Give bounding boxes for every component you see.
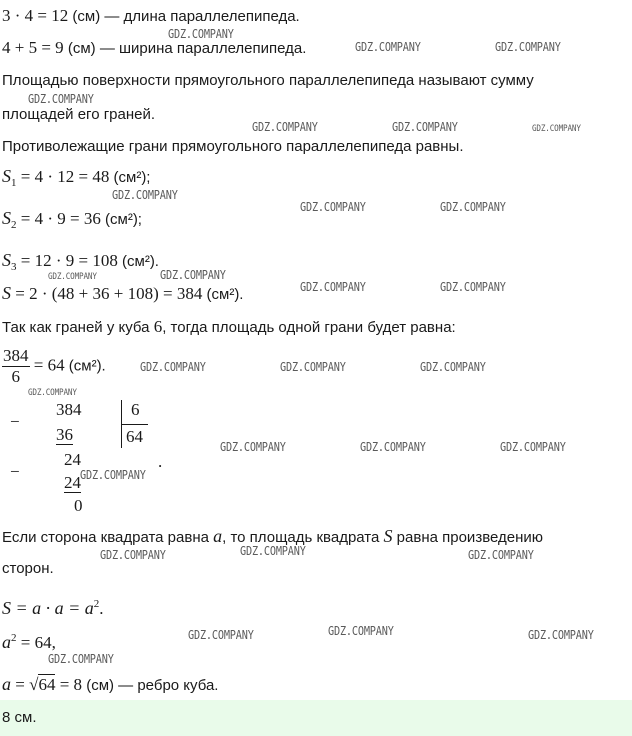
square-side-symbol: a — [213, 526, 223, 546]
square-area-equation — [2, 598, 104, 619]
fraction-text: (см²). — [64, 357, 106, 375]
eq3-text: (см) — ребро куба. — [82, 677, 219, 694]
division-remainder-2: 0 — [74, 496, 83, 515]
division-quotient: 64 — [126, 427, 143, 446]
sqrt-icon: √ — [29, 675, 39, 694]
eq3-equals: = — [11, 675, 30, 694]
square-area-symbol: S — [383, 526, 393, 546]
watermark: GDZ.COMPANY — [495, 40, 561, 54]
watermark: GDZ.COMPANY — [360, 440, 426, 454]
watermark: GDZ.COMPANY — [112, 188, 178, 202]
fraction-denominator: 6 — [11, 367, 20, 386]
length-line — [2, 6, 300, 26]
opposite-faces-rule: Противолежащие грани прямоугольного параллелепипеда равны. — [2, 138, 464, 155]
answer-box — [0, 700, 632, 736]
watermark: GDZ.COMPANY — [188, 628, 254, 642]
definition-line-2: площадей его граней. — [2, 106, 156, 123]
s1-text: (см²); — [109, 169, 151, 186]
watermark: GDZ.COMPANY — [48, 272, 97, 282]
watermark: GDZ.COMPANY — [355, 40, 421, 54]
division-subtrahend-2: 24 — [64, 473, 81, 492]
fraction-result: = 64 — [29, 355, 65, 375]
cube-faces-number: 6 — [153, 317, 163, 336]
s-total-symbol: S — [2, 283, 11, 303]
s2-symbol: S — [2, 208, 11, 228]
length-expression: 3 · 4 = 12 — [2, 6, 69, 25]
eq1-dot: . — [99, 599, 104, 618]
eq1-power: 2 — [93, 598, 100, 610]
watermark: GDZ.COMPANY — [528, 628, 594, 642]
eq2-power: 2 — [11, 632, 17, 644]
division-horizontal-bar — [122, 424, 148, 425]
eq3-result: = 8 — [55, 675, 83, 694]
watermark: GDZ.COMPANY — [48, 652, 114, 666]
watermark: GDZ.COMPANY — [220, 440, 286, 454]
watermark: GDZ.COMPANY — [100, 548, 166, 562]
s3-line — [2, 250, 159, 273]
watermark: GDZ.COMPANY — [420, 360, 486, 374]
watermark: GDZ.COMPANY — [300, 200, 366, 214]
division-subtrahend-1: 36 — [56, 425, 73, 444]
watermark: GDZ.COMPANY — [240, 544, 306, 558]
s2-text: (см²); — [100, 211, 142, 228]
square-text-3: равна произведению — [392, 529, 544, 546]
definition-line-1: Площадью поверхности прямоугольного параллелепипеда называют сумму — [2, 72, 534, 89]
watermark: GDZ.COMPANY — [440, 280, 506, 294]
division-minus-1: − — [10, 412, 20, 431]
watermark: GDZ.COMPANY — [392, 120, 458, 134]
s1-symbol: S — [2, 166, 11, 186]
cube-text-end: , тогда площадь одной грани будет равна: — [162, 319, 456, 336]
eq1-symbol: S — [2, 598, 11, 618]
division-dot: . — [158, 452, 163, 471]
eq2-symbol: a — [2, 632, 11, 652]
watermark: GDZ.COMPANY — [532, 124, 581, 134]
cube-faces-line — [2, 317, 456, 337]
watermark: GDZ.COMPANY — [140, 360, 206, 374]
s-total-text: (см²). — [202, 286, 244, 303]
watermark: GDZ.COMPANY — [28, 92, 94, 106]
watermark: GDZ.COMPANY — [80, 468, 146, 482]
watermark: GDZ.COMPANY — [328, 624, 394, 638]
square-line-2: сторон. — [2, 560, 54, 577]
s3-text: (см²). — [117, 253, 159, 270]
s-total-line — [2, 283, 243, 304]
division-dividend: 384 — [56, 400, 82, 419]
answer-text: 8 см. — [2, 709, 37, 726]
eq3-radicand: 64 — [38, 675, 56, 694]
watermark: GDZ.COMPANY — [168, 27, 234, 41]
length-text: (см) — длина параллелепипеда. — [68, 8, 300, 25]
eq3-symbol: a — [2, 674, 11, 694]
face-area-line — [2, 346, 106, 387]
cube-text-start: Так как граней у куба — [2, 319, 154, 336]
square-text-1: Если сторона квадрата равна — [2, 529, 214, 546]
s3-symbol: S — [2, 250, 11, 270]
watermark: GDZ.COMPANY — [468, 548, 534, 562]
face-area-fraction — [2, 346, 30, 387]
watermark: GDZ.COMPANY — [300, 280, 366, 294]
edge-equation — [2, 674, 218, 695]
s2-expression: = 4 · 9 = 36 — [16, 209, 101, 228]
watermark: GDZ.COMPANY — [160, 268, 226, 282]
width-expression: 4 + 5 = 9 — [2, 38, 64, 57]
fraction-numerator: 384 — [3, 346, 29, 365]
watermark: GDZ.COMPANY — [500, 440, 566, 454]
a-squared-equation — [2, 632, 56, 653]
s2-line — [2, 208, 142, 231]
s-total-expression: = 2 · (48 + 36 + 108) = 384 — [11, 284, 203, 303]
division-minus-2: − — [10, 462, 20, 481]
eq2-rest: = 64, — [16, 633, 56, 652]
division-remainder-1: 24 — [64, 450, 81, 469]
eq1-rest: = a · a = a — [11, 598, 94, 618]
watermark: GDZ.COMPANY — [28, 388, 77, 398]
width-line — [2, 38, 306, 58]
s2-subscript: 2 — [11, 219, 17, 231]
width-text: (см) — ширина параллелепипеда. — [63, 40, 307, 57]
watermark: GDZ.COMPANY — [252, 120, 318, 134]
square-text-2: , то площадь квадрата — [222, 529, 384, 546]
watermark: GDZ.COMPANY — [440, 200, 506, 214]
s1-expression: = 4 · 12 = 48 — [16, 167, 110, 186]
s1-line — [2, 166, 150, 189]
division-divisor: 6 — [131, 400, 140, 419]
s3-subscript: 3 — [11, 261, 17, 273]
s3-expression: = 12 · 9 = 108 — [16, 251, 118, 270]
s1-subscript: 1 — [11, 177, 17, 189]
watermark: GDZ.COMPANY — [280, 360, 346, 374]
